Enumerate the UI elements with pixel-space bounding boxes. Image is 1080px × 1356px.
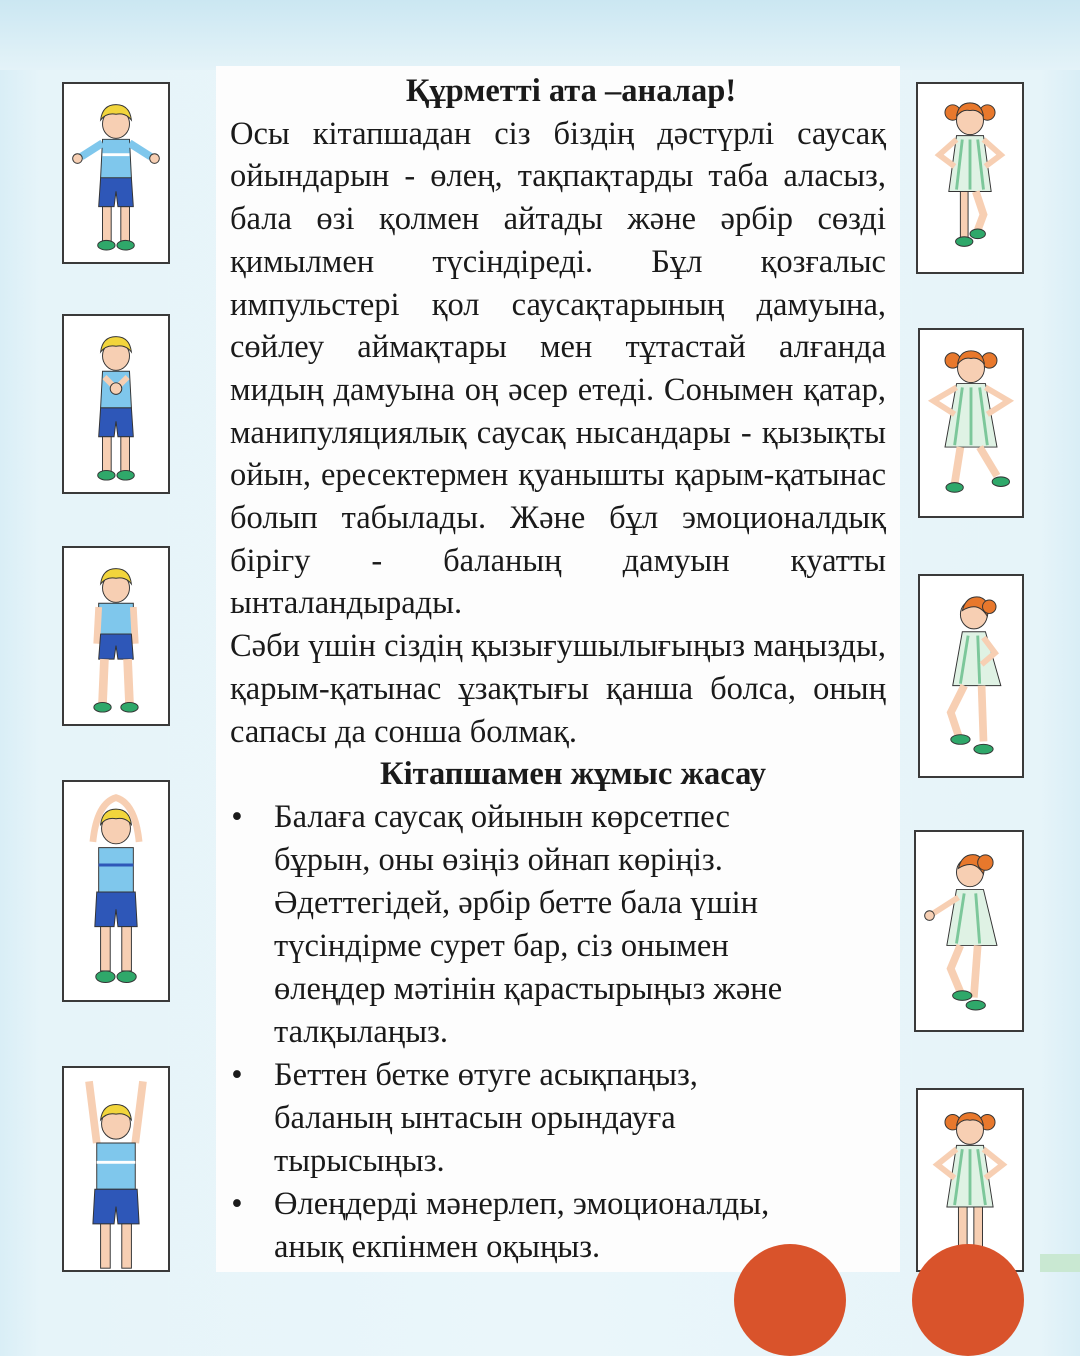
girl-hands-on-hips-knee-up-icon xyxy=(916,82,1024,274)
boy-hands-on-head-icon xyxy=(62,780,170,1002)
bottom-decoration-circle-right xyxy=(912,1244,1024,1356)
list-item-text: Өлеңдерді мәнерлеп, эмоционалды, анық екпінмен оқыңыз. xyxy=(274,1185,770,1265)
second-paragraph: Сәби үшін сіздің қызығушылығыңыз маңызды, қарым-қатынас ұзақтығы қанша болса, оның сапасы да сонша болмақ. xyxy=(230,628,886,750)
text-content xyxy=(230,70,886,1269)
boy-hands-on-knees-icon xyxy=(62,546,170,726)
girl-side-walking-icon xyxy=(914,830,1024,1032)
list-item xyxy=(230,1183,804,1269)
intro-paragraph: Осы кітапшадан сіз біздің дәстүрлі саусақ ойындарын - өлең, тақпақтарды таба аласыз, бала өзі қолмен айтады және әрбір сөзді қимылмен түсіндіреді. Бұл қозғалыс импульстері қол саусақтарының дамуына, сөйлеу аймақтары мен тұтастай алғанда мидың дамуына оң әсер етеді. Сонымен қатар, манипуляциялық саусақ нысандары - қызықты ойын, ересектермен қуанышты қарым-қатынас болып табылады. Және бұл эмоционалдық бірігу - баланың дамуын қуатты ынталандырады. xyxy=(230,115,886,622)
page-heading: Құрметті ата –аналар! xyxy=(405,73,737,109)
list-item xyxy=(230,796,804,1054)
bullet-dot: • xyxy=(231,1056,243,1093)
section-subheading: Кітапшамен жұмыс жасау xyxy=(380,756,766,793)
instructions-list xyxy=(230,796,886,1269)
girl-hands-on-hips-icon xyxy=(918,328,1024,518)
boy-hands-clasped-icon xyxy=(62,314,170,494)
bottom-decoration-green xyxy=(1040,1254,1080,1272)
list-item xyxy=(230,1054,804,1183)
boy-hands-up-icon xyxy=(62,1066,170,1272)
bullet-dot: • xyxy=(231,1185,243,1222)
list-item-text: Балаға саусақ ойынын көрсетпес бұрын, оны өзіңіз ойнап көріңіз. Әдеттегідей, әрбір бетте бала үшін түсіндірме сурет бар, сіз онымен өлеңдер мәтінін қарастырыңыз және талқылаңыз. xyxy=(274,798,783,1050)
girl-side-marching-icon xyxy=(918,574,1024,778)
bullet-dot: • xyxy=(231,798,243,835)
boy-hands-out-icon xyxy=(62,82,170,264)
top-band xyxy=(0,0,1080,70)
list-item-text: Беттен бетке өтуге асықпаңыз, баланың ынтасын орындауға тырысыңыз. xyxy=(274,1056,698,1179)
